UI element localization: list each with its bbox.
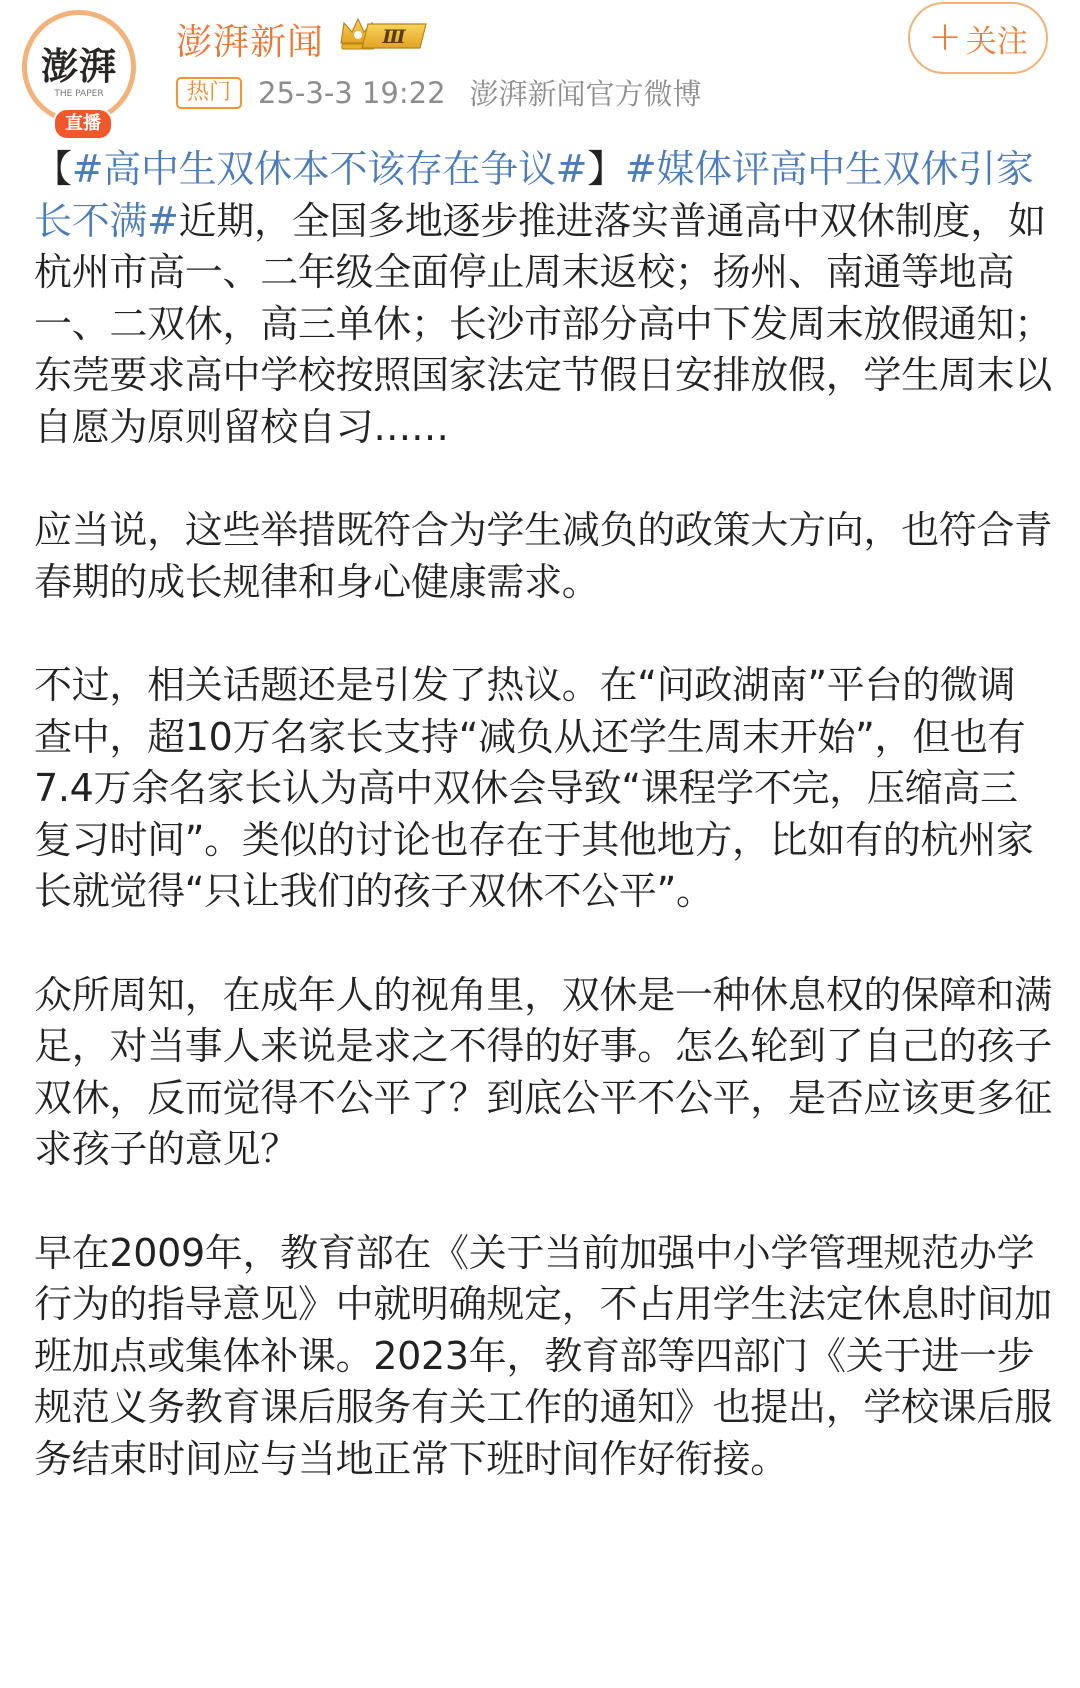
bracket-close: 】 [587,147,625,191]
post-source: 澎湃新闻官方微博 [469,77,702,111]
avatar-logo: 澎湃 [41,44,117,88]
avatar-image[interactable] [22,10,136,124]
live-badge[interactable]: 直播 [53,108,113,140]
avatar[interactable] [20,10,150,134]
paragraph-4: 众所周知，在成年人的视角里，双休是一种休息权的保障和满足，对当事人来说是求之不得的好事。怎么轮到了自己的孩子双休，反而觉得不公平了？到底公平不公平，是否应该更多征求孩子的意见？ [34,972,1052,1171]
hashtag-link[interactable]: #高中生双休本不该存在争议# [71,147,588,191]
hot-tag: 热门 [176,77,242,109]
follow-button[interactable] [908,2,1048,74]
avatar-subtitle: THE PAPER [54,89,104,99]
post-time: 25-3-3 19:22 [258,75,446,110]
follow-label: 关注 [965,23,1028,60]
post-header [0,0,1080,134]
vip-level-text: Ⅲ [382,26,406,48]
hashtag-link[interactable]: #媒体评高中生双休引家长不满# [34,147,1034,243]
paragraph-3: 不过，相关话题还是引发了热议。在“问政湖南”平台的微调查中，超10万名家长支持“减负从还学生周末开始”，但也有7.4万余名家长认为高中双休会导致“课程学不完，压缩高三复习时间”。类似的讨论也存在于其他地方，比如有的杭州家长就觉得“只让我们的孩子双休不公平”。 [34,663,1034,913]
paragraph-text: 近期，全国多地逐步推进落实普通高中双休制度，如杭州市高一、二年级全面停止周末返校；扬州、南通等地高一、二双休，高三单休；长沙市部分高中下发周末放假通知；东莞要求高中学校按照国家法定节假日安排放假，学生周末以自愿为原则留校自习…… [34,198,1052,449]
post-content [34,144,1052,1537]
post-meta [176,72,702,113]
paragraph-5: 早在2009年，教育部在《关于当前加强中小学管理规范办学行为的指导意见》中就明确规定，不占用学生法定休息时间加班加点或集体补课。2023年，教育部等四部门《关于进一步规范义务教育课后服务有关工作的通知》也提出，学校课后服务结束时间应与当地正常下班时间作好衔接。 [34,1230,1052,1481]
paragraph-1 [34,144,1052,453]
vip-level-badge[interactable] [338,15,430,53]
bracket-open: 【 [34,147,72,191]
paragraph-2: 应当说，这些举措既符合为学生减负的政策大方向，也符合青春期的成长规律和身心健康需求。 [34,508,1052,604]
plus-icon: + [928,13,962,60]
user-name[interactable]: 澎湃新闻 [176,22,325,63]
